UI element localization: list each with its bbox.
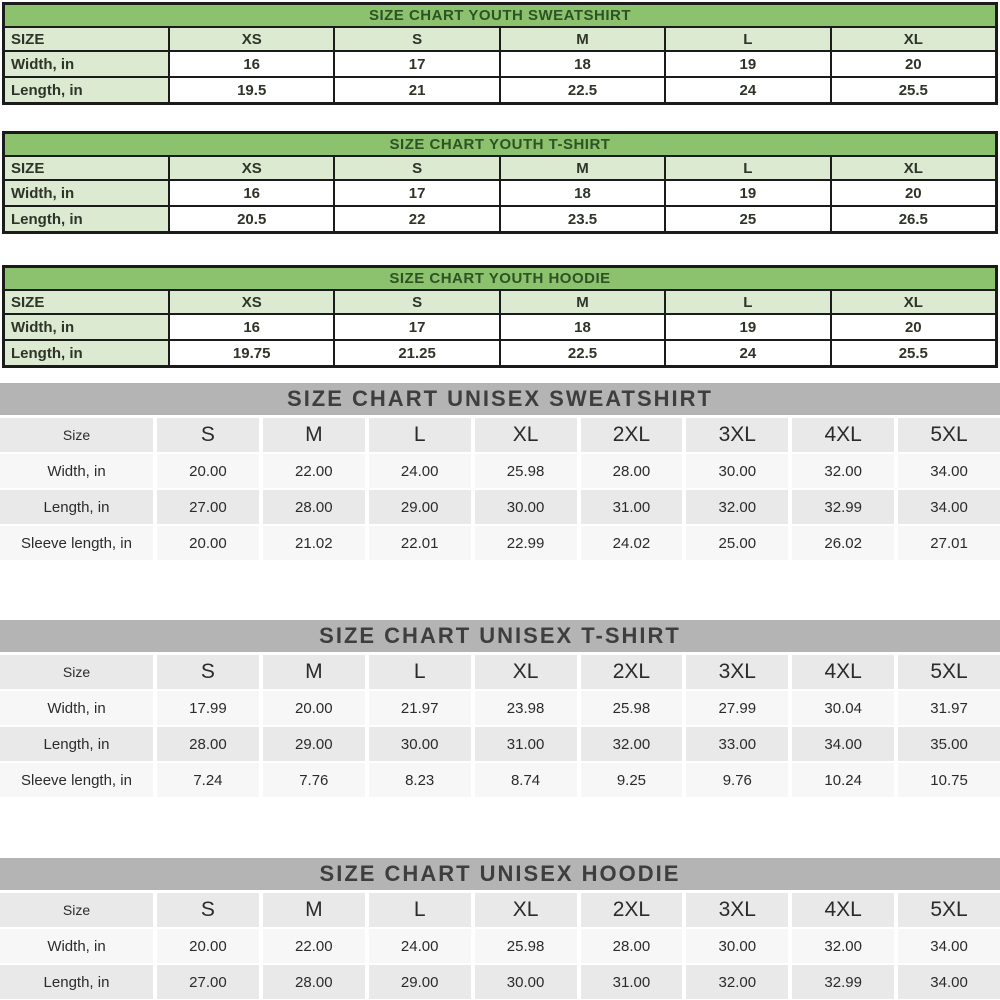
cell-value: 18 [501,52,664,76]
column-header-xs: XS [170,28,333,50]
cell-value: 22.5 [501,78,664,102]
cell-value: 19.75 [170,341,333,365]
table-grid [5,157,995,231]
table-title: SIZE CHART UNISEX SWEATSHIRT [0,383,1000,415]
cell-value: 28.00 [263,965,365,999]
column-header-xl: XL [475,655,577,689]
cell-value: 25.5 [832,341,995,365]
table-grid [5,291,995,365]
column-header-5xl: 5XL [898,893,1000,927]
cell-value: 18 [501,315,664,339]
unisex-sweatshirt-size-table [0,383,1000,560]
youth-sweatshirt-size-table [2,2,998,105]
cell-value: 25.98 [581,691,683,725]
column-header-s: S [157,418,259,452]
cell-value: 29.00 [263,727,365,761]
column-header-m: M [263,893,365,927]
column-header-l: L [666,291,829,313]
cell-value: 34.00 [898,490,1000,524]
cell-value: 35.00 [898,727,1000,761]
column-header-5xl: 5XL [898,418,1000,452]
column-header-s: S [335,291,498,313]
cell-value: 30.00 [686,454,788,488]
column-header-2xl: 2XL [581,655,683,689]
cell-value: 32.99 [792,490,894,524]
cell-value: 21.25 [335,341,498,365]
cell-value: 23.5 [501,207,664,231]
cell-value: 10.24 [792,763,894,797]
cell-value: 25.98 [475,454,577,488]
column-header-l: L [666,28,829,50]
cell-value: 32.00 [792,929,894,963]
table-grid [0,418,1000,560]
column-header-5xl: 5XL [898,655,1000,689]
column-header-xl: XL [475,893,577,927]
cell-value: 7.76 [263,763,365,797]
cell-value: 21.97 [369,691,471,725]
cell-value: 32.00 [581,727,683,761]
cell-value: 30.00 [686,929,788,963]
cell-value: 30.00 [369,727,471,761]
table-title: SIZE CHART YOUTH T-SHIRT [5,134,995,157]
row-label: Width, in [5,315,168,339]
cell-value: 16 [170,181,333,205]
cell-value: 31.97 [898,691,1000,725]
cell-value: 8.74 [475,763,577,797]
size-column-header: SIZE [5,28,168,50]
column-header-3xl: 3XL [686,655,788,689]
cell-value: 17 [335,52,498,76]
cell-value: 23.98 [475,691,577,725]
column-header-xl: XL [832,157,995,179]
cell-value: 9.25 [581,763,683,797]
column-header-l: L [369,893,471,927]
cell-value: 19.5 [170,78,333,102]
cell-value: 17 [335,181,498,205]
cell-value: 32.00 [686,965,788,999]
table-title: SIZE CHART UNISEX T-SHIRT [0,620,1000,652]
column-header-4xl: 4XL [792,418,894,452]
cell-value: 27.00 [157,965,259,999]
cell-value: 20.5 [170,207,333,231]
cell-value: 24.00 [369,454,471,488]
column-header-2xl: 2XL [581,893,683,927]
column-header-2xl: 2XL [581,418,683,452]
cell-value: 16 [170,52,333,76]
cell-value: 28.00 [263,490,365,524]
unisex-tshirt-size-table [0,620,1000,797]
row-label: Length, in [5,341,168,365]
cell-value: 17 [335,315,498,339]
column-header-s: S [335,157,498,179]
row-label: Width, in [5,52,168,76]
row-label: Width, in [0,691,153,725]
cell-value: 32.00 [792,454,894,488]
table-title: SIZE CHART YOUTH SWEATSHIRT [5,5,995,28]
cell-value: 22.00 [263,454,365,488]
cell-value: 26.5 [832,207,995,231]
column-header-s: S [157,655,259,689]
youth-tshirt-size-table [2,131,998,234]
cell-value: 17.99 [157,691,259,725]
row-label: Length, in [5,207,168,231]
column-header-s: S [157,893,259,927]
cell-value: 21.02 [263,526,365,560]
cell-value: 20 [832,181,995,205]
cell-value: 22.00 [263,929,365,963]
row-label: Length, in [0,965,153,999]
cell-value: 27.00 [157,490,259,524]
size-column-header: Size [0,418,153,452]
table-grid [5,28,995,102]
column-header-l: L [666,157,829,179]
cell-value: 7.24 [157,763,259,797]
cell-value: 25.98 [475,929,577,963]
cell-value: 34.00 [898,929,1000,963]
cell-value: 16 [170,315,333,339]
cell-value: 34.00 [792,727,894,761]
cell-value: 31.00 [581,965,683,999]
cell-value: 34.00 [898,454,1000,488]
cell-value: 18 [501,181,664,205]
row-label: Width, in [0,454,153,488]
cell-value: 24 [666,341,829,365]
row-label: Length, in [0,727,153,761]
column-header-4xl: 4XL [792,655,894,689]
column-header-l: L [369,418,471,452]
cell-value: 22.5 [501,341,664,365]
size-column-header: Size [0,893,153,927]
table-title: SIZE CHART YOUTH HOODIE [5,268,995,291]
row-label: Sleeve length, in [0,763,153,797]
cell-value: 21 [335,78,498,102]
cell-value: 26.02 [792,526,894,560]
cell-value: 29.00 [369,965,471,999]
cell-value: 24.00 [369,929,471,963]
table-grid [0,655,1000,797]
column-header-s: S [335,28,498,50]
cell-value: 22 [335,207,498,231]
size-column-header: Size [0,655,153,689]
column-header-m: M [263,418,365,452]
cell-value: 22.99 [475,526,577,560]
cell-value: 31.00 [581,490,683,524]
column-header-3xl: 3XL [686,893,788,927]
cell-value: 27.99 [686,691,788,725]
cell-value: 32.00 [686,490,788,524]
cell-value: 9.76 [686,763,788,797]
cell-value: 10.75 [898,763,1000,797]
column-header-m: M [263,655,365,689]
column-header-m: M [501,157,664,179]
column-header-m: M [501,291,664,313]
column-header-m: M [501,28,664,50]
column-header-xl: XL [475,418,577,452]
cell-value: 19 [666,315,829,339]
cell-value: 8.23 [369,763,471,797]
column-header-xl: XL [832,291,995,313]
cell-value: 25.5 [832,78,995,102]
cell-value: 20 [832,315,995,339]
cell-value: 24 [666,78,829,102]
youth-hoodie-size-table [2,265,998,368]
cell-value: 33.00 [686,727,788,761]
cell-value: 25.00 [686,526,788,560]
cell-value: 20.00 [157,454,259,488]
row-label: Length, in [0,490,153,524]
cell-value: 24.02 [581,526,683,560]
cell-value: 30.04 [792,691,894,725]
table-grid [0,893,1000,999]
cell-value: 20.00 [157,526,259,560]
column-header-xs: XS [170,291,333,313]
cell-value: 29.00 [369,490,471,524]
cell-value: 20.00 [263,691,365,725]
cell-value: 28.00 [581,454,683,488]
unisex-hoodie-size-table [0,858,1000,999]
cell-value: 28.00 [581,929,683,963]
cell-value: 30.00 [475,965,577,999]
cell-value: 20 [832,52,995,76]
column-header-4xl: 4XL [792,893,894,927]
column-header-3xl: 3XL [686,418,788,452]
cell-value: 31.00 [475,727,577,761]
column-header-xs: XS [170,157,333,179]
column-header-xl: XL [832,28,995,50]
row-label: Width, in [5,181,168,205]
column-header-l: L [369,655,471,689]
cell-value: 20.00 [157,929,259,963]
cell-value: 22.01 [369,526,471,560]
cell-value: 25 [666,207,829,231]
cell-value: 30.00 [475,490,577,524]
cell-value: 27.01 [898,526,1000,560]
cell-value: 19 [666,181,829,205]
row-label: Sleeve length, in [0,526,153,560]
size-column-header: SIZE [5,157,168,179]
cell-value: 28.00 [157,727,259,761]
row-label: Length, in [5,78,168,102]
cell-value: 19 [666,52,829,76]
cell-value: 34.00 [898,965,1000,999]
size-column-header: SIZE [5,291,168,313]
table-title: SIZE CHART UNISEX HOODIE [0,858,1000,890]
row-label: Width, in [0,929,153,963]
cell-value: 32.99 [792,965,894,999]
